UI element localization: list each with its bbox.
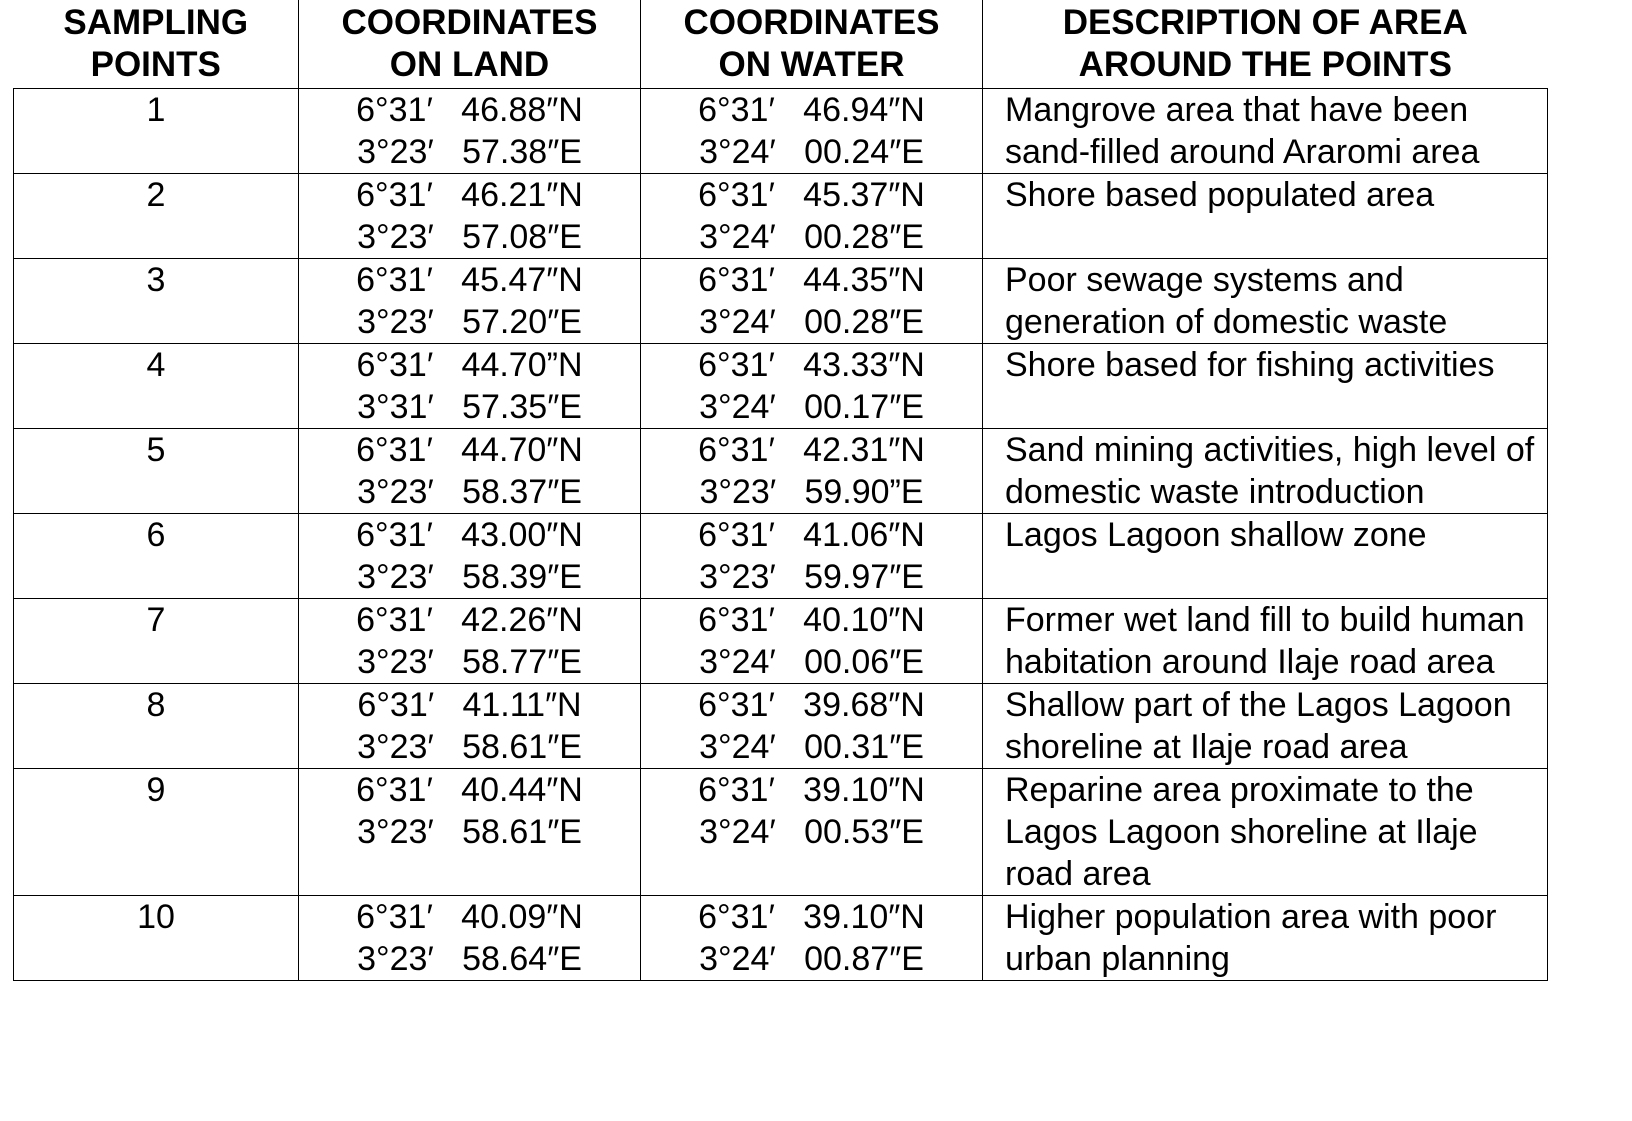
sampling-point-cell: 6 <box>14 514 299 599</box>
header-line: SAMPLING <box>63 3 249 42</box>
longitude-value: 3°23′ 58.61″E <box>357 813 582 851</box>
header-line: AROUND THE POINTS <box>1078 45 1452 84</box>
latitude-value: 6°31′ 39.68″N <box>698 686 925 724</box>
coordinates-land-cell <box>299 514 641 599</box>
table-row <box>14 896 1548 981</box>
header-sampling-points <box>14 0 299 89</box>
sampling-point-cell: 4 <box>14 344 299 429</box>
area-description-cell: Sand mining activities, high level of domestic waste introduction <box>983 429 1548 514</box>
longitude-value: 3°23′ 58.39″E <box>357 558 582 596</box>
longitude-value: 3°23′ 59.90”E <box>699 473 924 511</box>
sampling-point-cell: 3 <box>14 259 299 344</box>
area-description-cell: Mangrove area that have been sand-filled around Araromi area <box>983 89 1548 174</box>
header-line: ON WATER <box>718 45 905 84</box>
latitude-value: 6°31′ 39.10″N <box>698 898 925 936</box>
table-row <box>14 89 1548 174</box>
coordinates-water-cell <box>641 599 983 684</box>
coordinates-land-cell <box>299 344 641 429</box>
header-line: ON LAND <box>389 45 550 84</box>
longitude-value: 3°23′ 58.37″E <box>357 473 582 511</box>
sampling-point-cell: 9 <box>14 769 299 896</box>
longitude-value: 3°24′ 00.53″E <box>699 813 924 851</box>
area-description-cell: Poor sewage systems and generation of domestic waste <box>983 259 1548 344</box>
longitude-value: 3°24′ 00.28″E <box>699 303 924 341</box>
coordinates-land-cell <box>299 429 641 514</box>
header-line: COORDINATES <box>341 3 598 42</box>
latitude-value: 6°31′ 44.70”N <box>356 346 583 384</box>
longitude-value: 3°24′ 00.17″E <box>699 388 924 426</box>
coordinates-land-cell <box>299 174 641 259</box>
coordinates-water-cell <box>641 429 983 514</box>
table-row <box>14 599 1548 684</box>
table-row <box>14 344 1548 429</box>
area-description-cell: Former wet land fill to build human habitation around Ilaje road area <box>983 599 1548 684</box>
latitude-value: 6°31′ 42.26″N <box>356 601 583 639</box>
latitude-value: 6°31′ 43.33″N <box>698 346 925 384</box>
header-row <box>14 0 1548 89</box>
longitude-value: 3°23′ 57.38″E <box>357 133 582 171</box>
latitude-value: 6°31′ 42.31″N <box>698 431 925 469</box>
longitude-value: 3°23′ 57.08″E <box>357 218 582 256</box>
coordinates-land-cell <box>299 896 641 981</box>
coordinates-water-cell <box>641 174 983 259</box>
sampling-point-cell: 10 <box>14 896 299 981</box>
header-line: POINTS <box>90 45 221 84</box>
table-wrapper <box>13 0 1548 981</box>
table-row <box>14 259 1548 344</box>
coordinates-land-cell <box>299 89 641 174</box>
header-coordinates-on-land <box>299 0 641 89</box>
longitude-value: 3°23′ 57.20″E <box>357 303 582 341</box>
area-description-cell: Lagos Lagoon shallow zone <box>983 514 1548 599</box>
sampling-points-table <box>13 0 1548 981</box>
coordinates-water-cell <box>641 514 983 599</box>
longitude-value: 3°24′ 00.06″E <box>699 643 924 681</box>
table-row <box>14 429 1548 514</box>
longitude-value: 3°23′ 58.61″E <box>357 728 582 766</box>
sampling-point-cell: 5 <box>14 429 299 514</box>
header-coordinates-on-water <box>641 0 983 89</box>
coordinates-land-cell <box>299 599 641 684</box>
latitude-value: 6°31′ 46.88″N <box>356 91 583 129</box>
longitude-value: 3°23′ 58.64″E <box>357 940 582 978</box>
sampling-point-cell: 8 <box>14 684 299 769</box>
area-description-cell: Shallow part of the Lagos Lagoon shoreline at Ilaje road area <box>983 684 1548 769</box>
latitude-value: 6°31′ 40.09″N <box>356 898 583 936</box>
latitude-value: 6°31′ 43.00″N <box>356 516 583 554</box>
coordinates-water-cell <box>641 259 983 344</box>
table-body <box>14 89 1548 981</box>
coordinates-water-cell <box>641 89 983 174</box>
header-description <box>983 0 1548 89</box>
longitude-value: 3°23′ 58.77″E <box>357 643 582 681</box>
table-row <box>14 684 1548 769</box>
sampling-point-cell: 2 <box>14 174 299 259</box>
area-description-cell: Shore based for fishing activities <box>983 344 1548 429</box>
coordinates-land-cell <box>299 259 641 344</box>
table-row <box>14 514 1548 599</box>
latitude-value: 6°31′ 40.44″N <box>356 771 583 809</box>
header-line: COORDINATES <box>683 3 940 42</box>
table-row <box>14 769 1548 896</box>
latitude-value: 6°31′ 44.70″N <box>356 431 583 469</box>
latitude-value: 6°31′ 41.11″N <box>357 686 582 724</box>
latitude-value: 6°31′ 45.37″N <box>698 176 925 214</box>
sampling-point-cell: 1 <box>14 89 299 174</box>
latitude-value: 6°31′ 39.10″N <box>698 771 925 809</box>
coordinates-water-cell <box>641 344 983 429</box>
table-header <box>14 0 1548 89</box>
longitude-value: 3°24′ 00.31″E <box>699 728 924 766</box>
table-row <box>14 174 1548 259</box>
coordinates-water-cell <box>641 896 983 981</box>
sampling-point-cell: 7 <box>14 599 299 684</box>
longitude-value: 3°31′ 57.35″E <box>357 388 582 426</box>
header-line: DESCRIPTION OF AREA <box>1062 3 1468 42</box>
area-description-cell: Reparine area proximate to the Lagos Lagoon shoreline at Ilaje road area <box>983 769 1548 896</box>
longitude-value: 3°24′ 00.87″E <box>699 940 924 978</box>
latitude-value: 6°31′ 41.06″N <box>698 516 925 554</box>
latitude-value: 6°31′ 44.35″N <box>698 261 925 299</box>
latitude-value: 6°31′ 46.21″N <box>356 176 583 214</box>
area-description-cell: Shore based populated area <box>983 174 1548 259</box>
latitude-value: 6°31′ 40.10″N <box>698 601 925 639</box>
coordinates-water-cell <box>641 684 983 769</box>
coordinates-water-cell <box>641 769 983 896</box>
latitude-value: 6°31′ 45.47″N <box>356 261 583 299</box>
coordinates-land-cell <box>299 684 641 769</box>
latitude-value: 6°31′ 46.94″N <box>698 91 925 129</box>
longitude-value: 3°24′ 00.28″E <box>699 218 924 256</box>
longitude-value: 3°23′ 59.97″E <box>699 558 924 596</box>
coordinates-land-cell <box>299 769 641 896</box>
longitude-value: 3°24′ 00.24″E <box>699 133 924 171</box>
area-description-cell: Higher population area with poor urban planning <box>983 896 1548 981</box>
